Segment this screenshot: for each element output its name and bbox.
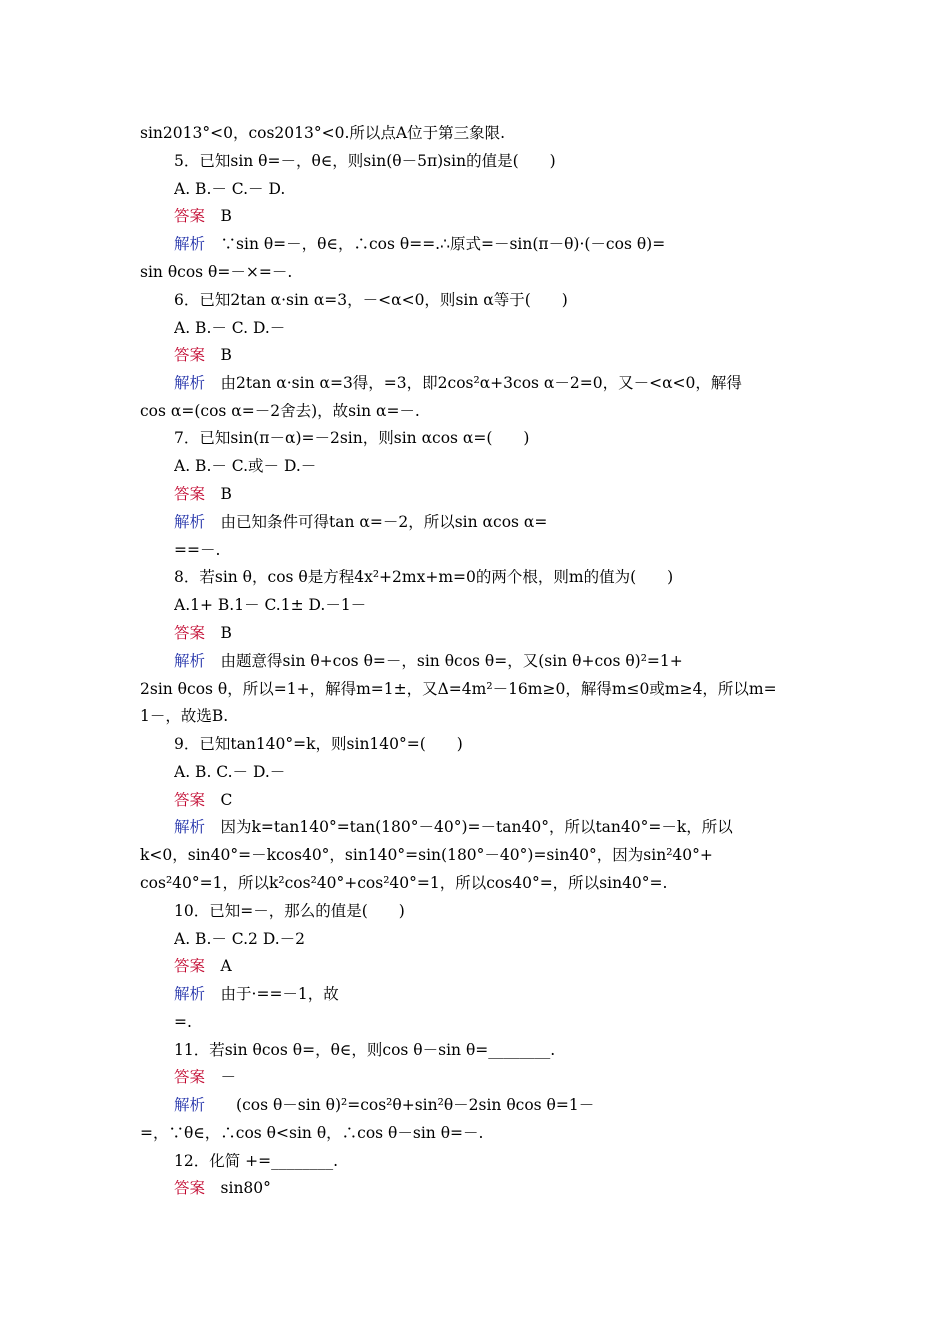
answer-label: 答案 — [174, 485, 206, 503]
answer-label: 答案 — [174, 1068, 206, 1086]
analysis-line — [174, 1095, 812, 1117]
answer-line — [174, 1067, 812, 1089]
analysis-text: 由已知条件可得tan α=－2，所以sin αcos α= — [220, 513, 548, 531]
question-7-options: A. B.－ C.或－ D.－ — [174, 457, 317, 475]
text-line: k<0，sin40°=－kcos40°，sin140°=sin(180°－40°)=sin40°，因为sin²40°+ — [140, 846, 713, 864]
answer-value: － — [220, 1068, 237, 1086]
text-line: =. — [174, 1013, 192, 1031]
analysis-line — [174, 234, 812, 256]
question-8: 8．若sin θ，cos θ是方程4x²+2mx+m=0的两个根，则m的值为( ) — [174, 568, 674, 586]
text-line: sin2013°<0，cos2013°<0.所以点A位于第三象限. — [140, 124, 506, 142]
answer-label: 答案 — [174, 624, 206, 642]
analysis-label: 解析 — [174, 235, 206, 253]
analysis-label: 解析 — [174, 374, 206, 392]
question-8-options: A.1+ B.1－ C.1± D.－1－ — [174, 596, 367, 614]
analysis-text: 因为k=tan140°=tan(180°－40°)=－tan40°，所以tan40°=－k，所以 — [220, 818, 733, 836]
analysis-label: 解析 — [174, 818, 206, 836]
answer-label: 答案 — [174, 791, 206, 809]
answer-value: B — [220, 624, 232, 642]
question-11: 11．若sin θcos θ=，θ∈，则cos θ－sin θ=________. — [174, 1041, 556, 1059]
answer-label: 答案 — [174, 346, 206, 364]
analysis-text: ∵sin θ=－，θ∈，∴cos θ==.∴原式=－sin(π－θ)·(－cos θ)= — [220, 235, 666, 253]
answer-line — [174, 956, 812, 978]
text-line: 2sin θcos θ，所以=1+，解得m=1±，又Δ=4m²－16m≥0，解得m≤0或m≥4，所以m= — [140, 680, 777, 698]
analysis-line — [174, 984, 812, 1006]
question-6: 6．已知2tan α·sin α=3，－<α<0，则sin α等于( ) — [174, 291, 568, 309]
answer-label: 答案 — [174, 1179, 206, 1197]
analysis-text: (cos θ－sin θ)²=cos²θ+sin²θ－2sin θcos θ=1－ — [236, 1096, 595, 1114]
analysis-label: 解析 — [174, 1096, 206, 1114]
analysis-line — [174, 817, 812, 839]
question-5: 5．已知sin θ=－，θ∈，则sin(θ－5π)sin的值是( ) — [174, 152, 556, 170]
answer-value: B — [220, 207, 232, 225]
answer-line — [174, 345, 812, 367]
analysis-line — [174, 651, 812, 673]
text-line: sin θcos θ=－×=－. — [140, 263, 293, 281]
analysis-label: 解析 — [174, 652, 206, 670]
answer-value: A — [220, 957, 232, 975]
question-10-options: A. B.－ C.2 D.－2 — [174, 930, 305, 948]
analysis-text: 由题意得sin θ+cos θ=－，sin θcos θ=，又(sin θ+cos θ)²=1+ — [220, 652, 683, 670]
answer-line — [174, 623, 812, 645]
question-7: 7．已知sin(π－α)=－2sin，则sin αcos α=( ) — [174, 429, 530, 447]
answer-value: C — [220, 791, 233, 809]
text-line: cos α=(cos α=－2舍去)，故sin α=－. — [140, 402, 420, 420]
text-line: =，∵θ∈，∴cos θ<sin θ，∴cos θ－sin θ=－. — [140, 1124, 484, 1142]
text-line: cos²40°=1，所以k²cos²40°+cos²40°=1，所以cos40°=，所以sin40°=. — [140, 874, 668, 892]
question-12: 12．化简 +=________. — [174, 1152, 339, 1170]
analysis-label: 解析 — [174, 985, 206, 1003]
analysis-line — [174, 373, 812, 395]
answer-line — [174, 206, 812, 228]
answer-line — [174, 790, 812, 812]
answer-value: B — [220, 485, 232, 503]
analysis-line — [174, 512, 812, 534]
text-line: ==－. — [174, 541, 221, 559]
question-5-options: A. B.－ C.－ D. — [174, 180, 286, 198]
question-9: 9．已知tan140°=k，则sin140°=( ) — [174, 735, 463, 753]
answer-value: sin80° — [220, 1179, 271, 1197]
analysis-label: 解析 — [174, 513, 206, 531]
answer-line — [174, 484, 812, 506]
answer-value: B — [220, 346, 232, 364]
analysis-text: 由于·==－1，故 — [220, 985, 339, 1003]
answer-line — [174, 1178, 812, 1200]
analysis-text: 由2tan α·sin α=3得，=3，即2cos²α+3cos α－2=0，又－<α<0，解得 — [220, 374, 742, 392]
question-6-options: A. B.－ C. D.－ — [174, 319, 286, 337]
question-10: 10．已知=－，那么的值是( ) — [174, 902, 405, 920]
answer-label: 答案 — [174, 207, 206, 225]
answer-label: 答案 — [174, 957, 206, 975]
text-line: 1－，故选B. — [140, 707, 229, 725]
question-9-options: A. B. C.－ D.－ — [174, 763, 286, 781]
